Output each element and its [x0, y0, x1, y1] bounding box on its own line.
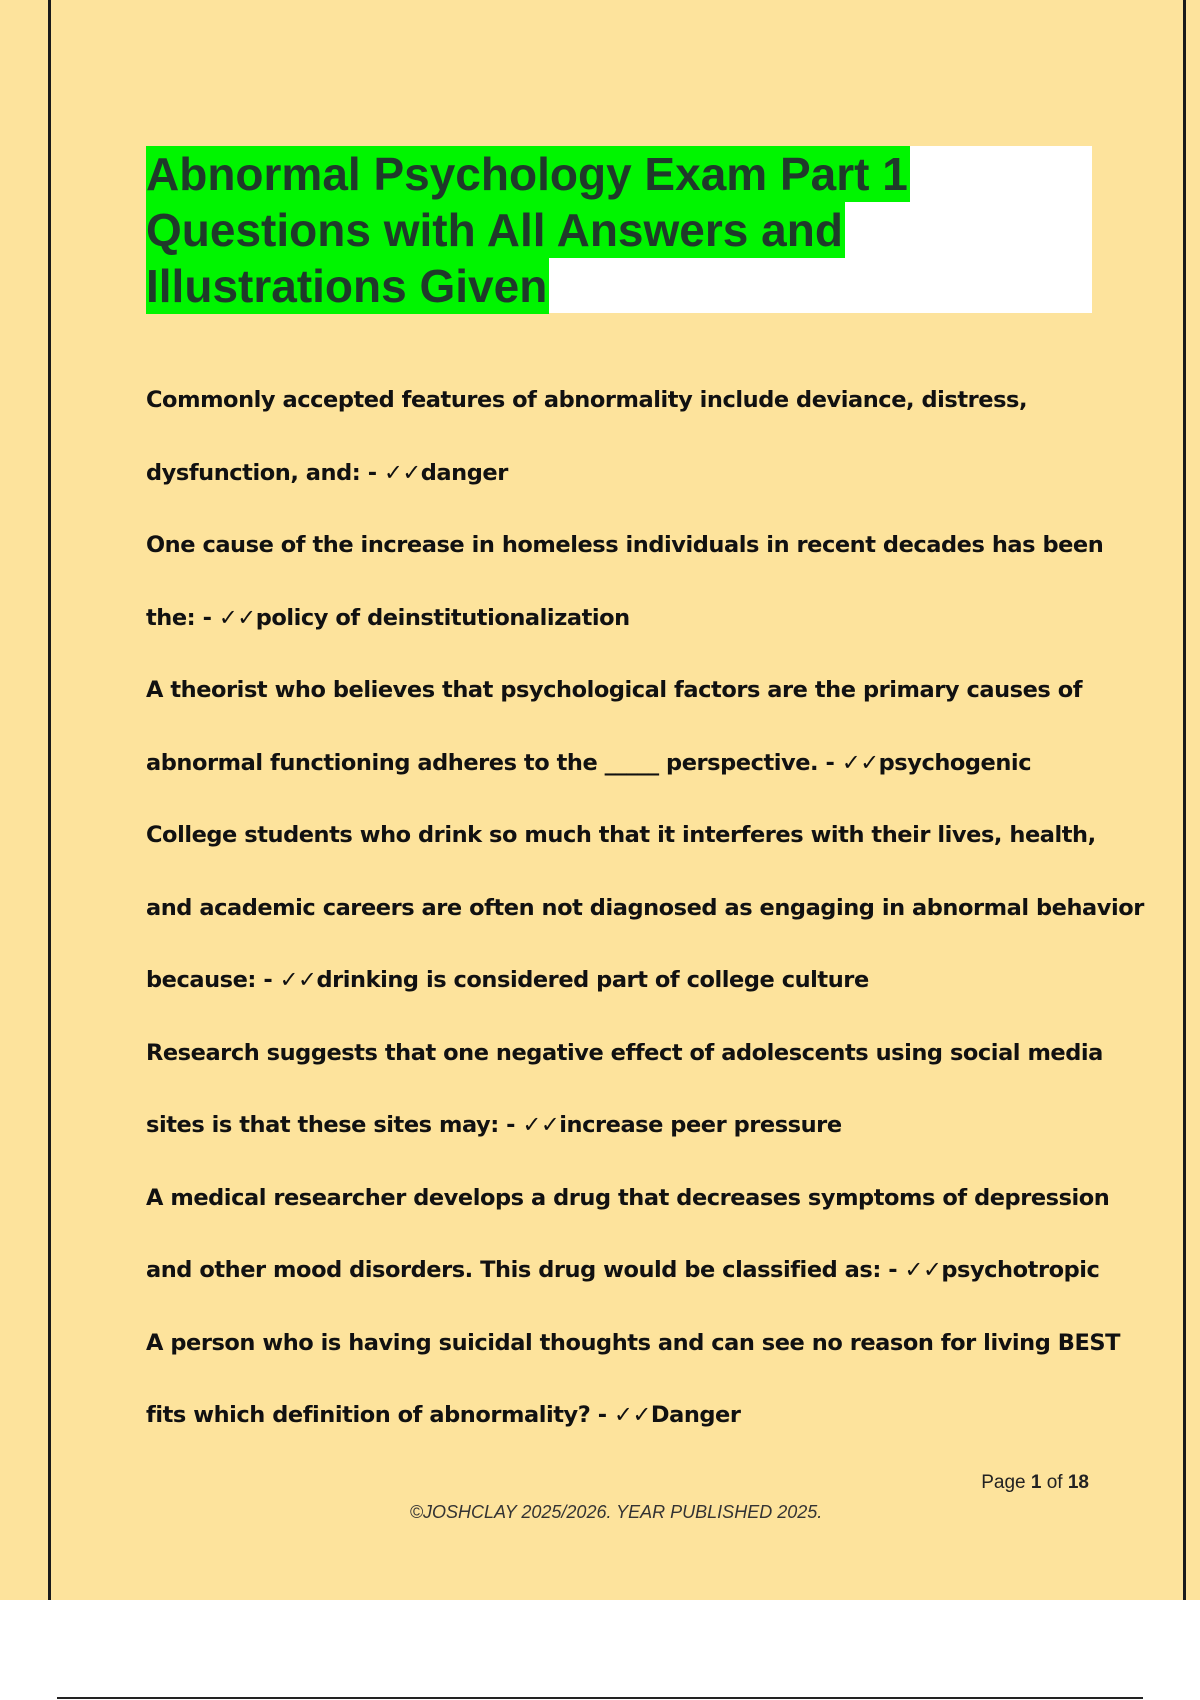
answer-text: drinking is considered part of college culture: [316, 967, 869, 993]
qa-line: [146, 944, 1096, 1017]
footer-copyright: ©JOSHCLAY 2025/2026. YEAR PUBLISHED 2025.: [409, 1502, 823, 1522]
page-border-left: [48, 0, 51, 1600]
question-text: Research suggests that one negative effect of adolescents using social media: [146, 1039, 1103, 1066]
question-text: A theorist who believes that psychological factors are the primary causes of: [146, 677, 1083, 703]
bottom-rule: [57, 1697, 1143, 1699]
qa-line: [146, 1379, 1096, 1452]
title-line: Illustrations Given: [146, 260, 548, 312]
answer-text: increase peer pressure: [559, 1112, 842, 1138]
qa-line: [146, 364, 1096, 437]
qa-list: [146, 364, 1144, 1452]
answer-text: Danger: [650, 1402, 741, 1428]
title-box: [146, 146, 1092, 313]
answer-text: policy of deinstitutionalization: [255, 604, 630, 631]
qa-line: [146, 799, 1096, 872]
question-text: College students who drink so much that it interferes with their lives, health,: [146, 822, 1096, 848]
question-text: sites is that these sites may: -: [146, 1112, 523, 1138]
qa-line: [146, 582, 1096, 655]
qa-line: [146, 1017, 1103, 1090]
qa-line: [146, 727, 1096, 800]
qa-line: [146, 437, 1096, 510]
check-mark-icon: ✓✓: [522, 1112, 560, 1138]
qa-line: [146, 1234, 1100, 1307]
question-text: Commonly accepted features of abnormality include deviance, distress,: [146, 387, 1028, 413]
title-line: Questions with All Answers and: [146, 204, 843, 256]
question-text: and other mood disorders. This drug would be classified as: -: [146, 1257, 905, 1283]
check-mark-icon: ✓✓: [279, 967, 317, 993]
title-line: Abnormal Psychology Exam Part 1: [146, 148, 908, 200]
question-text: because: -: [146, 967, 280, 993]
question-text: and academic careers are often not diagnosed as engaging in abnormal behavior: [146, 894, 1144, 921]
question-text: One cause of the increase in homeless individuals in recent decades has been: [146, 532, 1104, 558]
qa-line: [146, 1089, 1096, 1162]
qa-line: [146, 1307, 1121, 1380]
check-mark-icon: ✓✓: [218, 604, 256, 631]
check-mark-icon: ✓✓: [614, 1402, 651, 1428]
qa-line: [146, 509, 1104, 582]
answer-text: psychogenic: [878, 749, 1032, 776]
check-mark-icon: ✓✓: [383, 459, 421, 486]
check-mark-icon: ✓✓: [841, 749, 879, 776]
question-text: A medical researcher develops a drug that decreases symptoms of depression: [146, 1184, 1110, 1211]
page-number: Page 1 of 18: [981, 1472, 1089, 1493]
document-title: [146, 146, 1092, 314]
question-text: fits which definition of abnormality? -: [146, 1402, 615, 1428]
page-border-right: [1183, 0, 1186, 1600]
qa-line: [146, 1162, 1110, 1235]
qa-line: [146, 872, 1144, 945]
check-mark-icon: ✓✓: [904, 1257, 942, 1283]
answer-text: psychotropic: [941, 1257, 1100, 1283]
answer-text: danger: [420, 459, 508, 486]
qa-line: [146, 654, 1096, 727]
question-text: dysfunction, and: -: [146, 459, 384, 486]
question-text: A person who is having suicidal thoughts and can see no reason for living BEST: [146, 1329, 1121, 1356]
question-text: the: -: [146, 604, 219, 631]
question-text: abnormal functioning adheres to the _____ perspective. -: [146, 749, 842, 776]
